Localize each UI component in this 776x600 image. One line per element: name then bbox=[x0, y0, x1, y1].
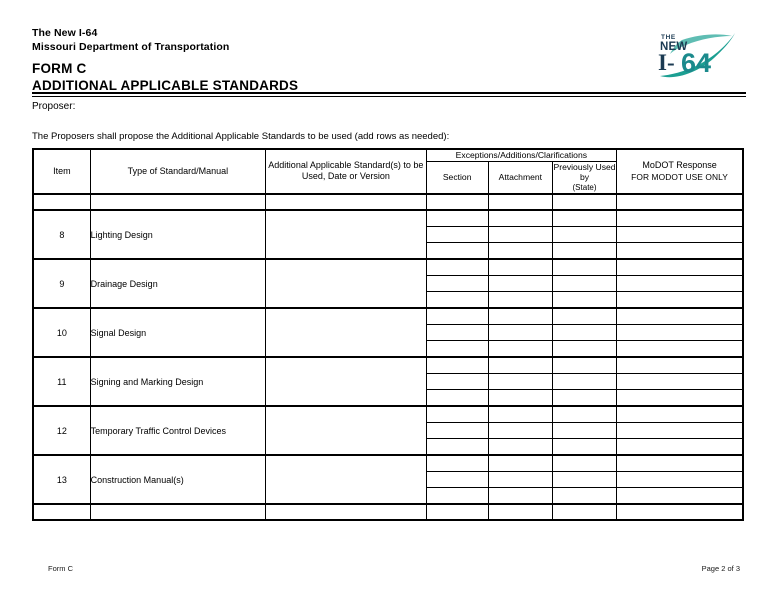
cell-previously-used[interactable] bbox=[552, 276, 616, 292]
footer-form-label: Form C bbox=[48, 564, 73, 573]
modot-response-note: FOR MODOT USE ONLY bbox=[631, 171, 728, 182]
table-row bbox=[33, 308, 743, 325]
cell-attachment[interactable] bbox=[488, 292, 552, 309]
table-body bbox=[33, 194, 743, 520]
cell-item[interactable]: 12 bbox=[33, 406, 90, 455]
cell-type-partial-bottom[interactable] bbox=[90, 504, 265, 520]
page-title: ADDITIONAL APPLICABLE STANDARDS bbox=[32, 78, 299, 93]
cell-attachment[interactable] bbox=[488, 439, 552, 456]
cell-previously-used[interactable] bbox=[552, 210, 616, 227]
col-header-section: Section bbox=[426, 161, 488, 194]
cell-attachment[interactable] bbox=[488, 210, 552, 227]
cell-modot-response[interactable] bbox=[617, 243, 743, 260]
cell-modot-response[interactable] bbox=[617, 325, 743, 341]
svg-text:64: 64 bbox=[681, 48, 712, 78]
cell-type[interactable]: Temporary Traffic Control Devices bbox=[90, 406, 265, 455]
cell-modot-response[interactable] bbox=[617, 455, 743, 472]
cell-previously-used[interactable] bbox=[552, 472, 616, 488]
cell-item-partial-bottom[interactable] bbox=[33, 504, 90, 520]
cell-item[interactable]: 9 bbox=[33, 259, 90, 308]
cell-previously-used-partial-top[interactable] bbox=[552, 194, 616, 210]
document-header bbox=[32, 26, 746, 93]
cell-section[interactable] bbox=[426, 276, 488, 292]
col-header-standard: Additional Applicable Standard(s) to be Used, Date or Version bbox=[266, 149, 426, 195]
cell-modot-partial-bottom[interactable] bbox=[617, 504, 743, 520]
table-row-partial-bottom bbox=[33, 504, 743, 520]
cell-previously-used[interactable] bbox=[552, 325, 616, 341]
instruction-text: The Proposers shall propose the Additional Applicable Standards to be used (add rows as needed): bbox=[32, 130, 450, 142]
cell-previously-used[interactable] bbox=[552, 243, 616, 260]
cell-previously-used[interactable] bbox=[552, 341, 616, 358]
cell-modot-response[interactable] bbox=[617, 276, 743, 292]
cell-type[interactable]: Construction Manual(s) bbox=[90, 455, 265, 504]
cell-item[interactable]: 11 bbox=[33, 357, 90, 406]
cell-section[interactable] bbox=[426, 259, 488, 276]
cell-modot-response[interactable] bbox=[617, 357, 743, 374]
cell-section[interactable] bbox=[426, 325, 488, 341]
cell-attachment[interactable] bbox=[488, 243, 552, 260]
title-rule-thin bbox=[32, 96, 746, 97]
table-row bbox=[33, 455, 743, 472]
cell-modot-response[interactable] bbox=[617, 227, 743, 243]
the-new-i64-logo bbox=[652, 24, 738, 86]
cell-attachment[interactable] bbox=[488, 423, 552, 439]
cell-previously-used[interactable] bbox=[552, 292, 616, 309]
cell-attachment[interactable] bbox=[488, 259, 552, 276]
table-row bbox=[33, 406, 743, 423]
cell-attachment-partial-bottom[interactable] bbox=[488, 504, 552, 520]
col-header-previously-used bbox=[552, 161, 616, 194]
cell-section[interactable] bbox=[426, 374, 488, 390]
cell-section[interactable] bbox=[426, 210, 488, 227]
cell-standard[interactable] bbox=[266, 210, 426, 259]
cell-standard-partial-bottom[interactable] bbox=[266, 504, 426, 520]
cell-standard[interactable] bbox=[266, 455, 426, 504]
previously-used-label: Previously Used by bbox=[553, 161, 616, 182]
cell-section[interactable] bbox=[426, 357, 488, 374]
cell-section-partial-bottom[interactable] bbox=[426, 504, 488, 520]
cell-previously-used[interactable] bbox=[552, 390, 616, 407]
cell-item-partial-top[interactable] bbox=[33, 194, 90, 210]
cell-modot-response[interactable] bbox=[617, 210, 743, 227]
standards-table bbox=[32, 148, 744, 522]
cell-standard[interactable] bbox=[266, 308, 426, 357]
table-row bbox=[33, 210, 743, 227]
cell-item[interactable]: 10 bbox=[33, 308, 90, 357]
cell-previously-used[interactable] bbox=[552, 406, 616, 423]
cell-previously-used[interactable] bbox=[552, 439, 616, 456]
cell-attachment[interactable] bbox=[488, 488, 552, 505]
cell-type[interactable]: Drainage Design bbox=[90, 259, 265, 308]
table-row bbox=[33, 357, 743, 374]
cell-attachment[interactable] bbox=[488, 276, 552, 292]
col-header-modot-response bbox=[617, 149, 743, 195]
cell-previously-used[interactable] bbox=[552, 308, 616, 325]
cell-section[interactable] bbox=[426, 423, 488, 439]
cell-attachment[interactable] bbox=[488, 357, 552, 374]
col-header-type: Type of Standard/Manual bbox=[90, 149, 265, 195]
cell-previously-used[interactable] bbox=[552, 488, 616, 505]
cell-attachment[interactable] bbox=[488, 325, 552, 341]
cell-modot-response[interactable] bbox=[617, 374, 743, 390]
cell-previously-used[interactable] bbox=[552, 259, 616, 276]
cell-attachment[interactable] bbox=[488, 472, 552, 488]
proposer-label: Proposer: bbox=[32, 100, 76, 112]
cell-standard[interactable] bbox=[266, 406, 426, 455]
cell-attachment[interactable] bbox=[488, 227, 552, 243]
cell-section[interactable] bbox=[426, 308, 488, 325]
svg-text:I-: I- bbox=[658, 50, 675, 75]
cell-modot-response[interactable] bbox=[617, 259, 743, 276]
cell-item[interactable]: 8 bbox=[33, 210, 90, 259]
cell-type[interactable]: Signal Design bbox=[90, 308, 265, 357]
cell-standard-partial-top[interactable] bbox=[266, 194, 426, 210]
cell-modot-response[interactable] bbox=[617, 472, 743, 488]
cell-section[interactable] bbox=[426, 243, 488, 260]
cell-attachment[interactable] bbox=[488, 374, 552, 390]
cell-previously-used[interactable] bbox=[552, 455, 616, 472]
cell-previously-used-partial-bottom[interactable] bbox=[552, 504, 616, 520]
cell-modot-response[interactable] bbox=[617, 423, 743, 439]
cell-section[interactable] bbox=[426, 455, 488, 472]
svg-text:NEW: NEW bbox=[660, 41, 688, 53]
cell-modot-response[interactable] bbox=[617, 341, 743, 358]
cell-section[interactable] bbox=[426, 292, 488, 309]
cell-section[interactable] bbox=[426, 406, 488, 423]
cell-section[interactable] bbox=[426, 227, 488, 243]
cell-modot-partial-top[interactable] bbox=[617, 194, 743, 210]
previously-used-state-note: (State) bbox=[572, 182, 597, 192]
cell-section[interactable] bbox=[426, 472, 488, 488]
col-header-item: Item bbox=[33, 149, 90, 195]
col-header-exceptions-group: Exceptions/Additions/Clarifications bbox=[426, 149, 617, 162]
cell-attachment[interactable] bbox=[488, 341, 552, 358]
cell-type[interactable]: Lighting Design bbox=[90, 210, 265, 259]
cell-section[interactable] bbox=[426, 341, 488, 358]
table-header-row-1 bbox=[33, 149, 743, 162]
modot-response-title: MoDOT Response bbox=[642, 159, 717, 170]
cell-previously-used[interactable] bbox=[552, 357, 616, 374]
cell-modot-response[interactable] bbox=[617, 308, 743, 325]
cell-attachment[interactable] bbox=[488, 308, 552, 325]
cell-modot-response[interactable] bbox=[617, 406, 743, 423]
cell-modot-response[interactable] bbox=[617, 292, 743, 309]
cell-attachment-partial-top[interactable] bbox=[488, 194, 552, 210]
cell-modot-response[interactable] bbox=[617, 439, 743, 456]
table-row-partial-top bbox=[33, 194, 743, 210]
cell-attachment[interactable] bbox=[488, 455, 552, 472]
footer-page-number: Page 2 of 3 bbox=[701, 564, 740, 573]
cell-modot-response[interactable] bbox=[617, 488, 743, 505]
page-footer bbox=[48, 564, 740, 573]
cell-item[interactable]: 13 bbox=[33, 455, 90, 504]
cell-previously-used[interactable] bbox=[552, 374, 616, 390]
cell-section[interactable] bbox=[426, 439, 488, 456]
cell-section[interactable] bbox=[426, 488, 488, 505]
cell-previously-used[interactable] bbox=[552, 423, 616, 439]
form-label: FORM C bbox=[32, 61, 87, 76]
col-header-attachment: Attachment bbox=[488, 161, 552, 194]
cell-section[interactable] bbox=[426, 390, 488, 407]
cell-type[interactable]: Signing and Marking Design bbox=[90, 357, 265, 406]
cell-section-partial-top[interactable] bbox=[426, 194, 488, 210]
org-line-1: The New I-64 bbox=[32, 27, 98, 39]
cell-standard[interactable] bbox=[266, 259, 426, 308]
table-row bbox=[33, 259, 743, 276]
cell-previously-used[interactable] bbox=[552, 227, 616, 243]
cell-attachment[interactable] bbox=[488, 390, 552, 407]
cell-standard[interactable] bbox=[266, 357, 426, 406]
table-head bbox=[33, 149, 743, 195]
svg-text:THE: THE bbox=[661, 34, 676, 41]
cell-attachment[interactable] bbox=[488, 406, 552, 423]
cell-type-partial-top[interactable] bbox=[90, 194, 265, 210]
org-line-2: Missouri Department of Transportation bbox=[32, 41, 230, 53]
cell-modot-response[interactable] bbox=[617, 390, 743, 407]
